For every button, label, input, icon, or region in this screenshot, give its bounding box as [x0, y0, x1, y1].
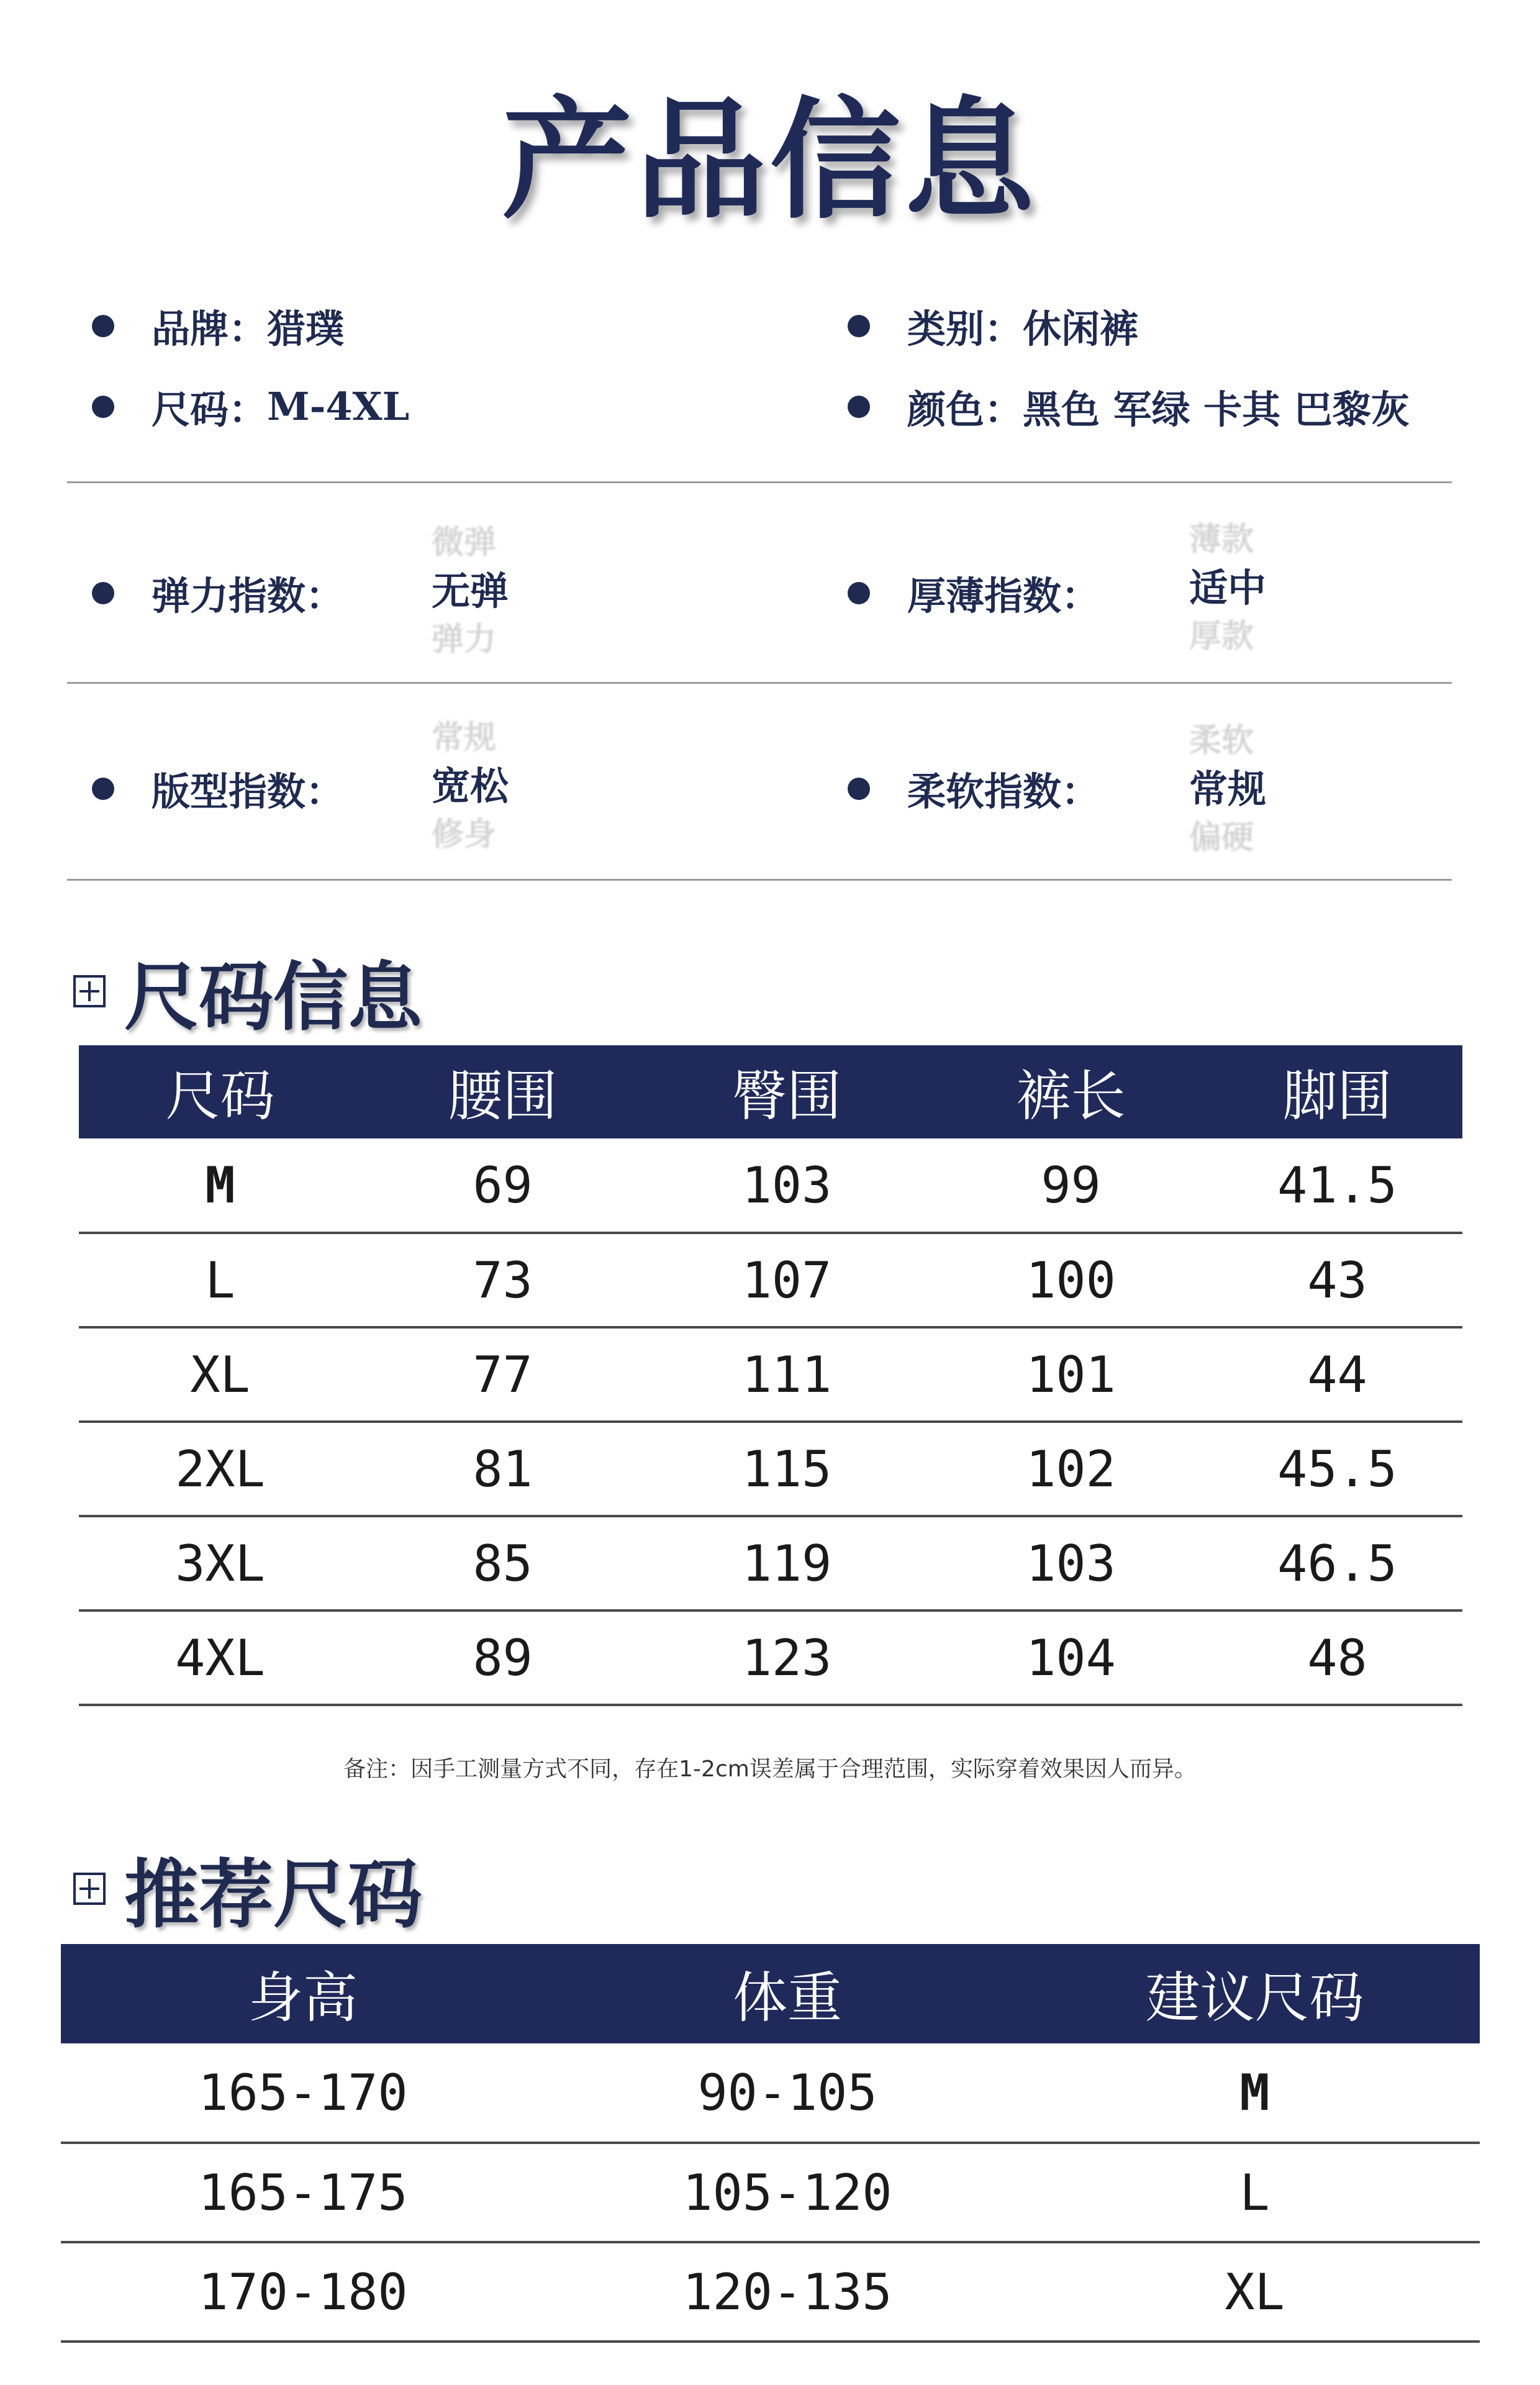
index-elasticity-label — [92, 565, 344, 620]
scale-above: 微弹 — [432, 524, 497, 561]
height-cell: 165-170 — [61, 2043, 545, 2143]
index-fit-scale — [432, 716, 593, 857]
hip-cell: 103 — [644, 1138, 930, 1233]
waist-cell: 85 — [361, 1516, 644, 1610]
index-elasticity-scale — [432, 520, 593, 662]
info-value: M-4XL — [267, 384, 410, 429]
hip-cell: 107 — [644, 1233, 930, 1327]
weight-cell: 90-105 — [545, 2043, 1030, 2143]
measurement-note: 备注：因手工测量方式不同，存在1-2cm误差属于合理范围，实际穿着效果因人而异。 — [343, 1756, 1197, 1782]
length-cell: 101 — [930, 1327, 1212, 1422]
hem-cell: 48 — [1212, 1610, 1462, 1705]
scale-above: 柔软 — [1189, 722, 1254, 760]
index-label-text: 版型指数： — [152, 769, 345, 814]
section-title: 推荐尺码 — [124, 1852, 422, 1938]
bullet-icon — [848, 582, 870, 604]
index-label-text: 弹力指数： — [152, 573, 345, 619]
weight-cell: 120-135 — [545, 2242, 1030, 2342]
size-table — [79, 1045, 1462, 1706]
info-label: 尺码： — [152, 387, 268, 432]
hem-cell: 45.5 — [1212, 1422, 1462, 1516]
height-cell: 165-175 — [61, 2143, 545, 2242]
hip-cell: 111 — [644, 1327, 930, 1422]
size-cell: 3XL — [79, 1516, 361, 1610]
header-cell: 尺码 — [79, 1045, 361, 1138]
waist-cell: 73 — [361, 1233, 644, 1327]
index-softness-label — [848, 761, 1100, 816]
table-row — [79, 1327, 1462, 1422]
table-row — [79, 1138, 1462, 1233]
plus-box-icon — [73, 1873, 106, 1905]
index-thickness-label — [848, 565, 1100, 620]
bullet-icon — [92, 396, 114, 418]
hem-cell: 41.5 — [1212, 1138, 1462, 1233]
table-row — [79, 1516, 1462, 1610]
bullet-icon — [92, 582, 114, 604]
header-cell: 腰围 — [361, 1045, 644, 1138]
weight-cell: 105-120 — [545, 2143, 1030, 2242]
bullet-icon — [848, 778, 870, 800]
length-cell: 99 — [930, 1138, 1212, 1233]
info-value: 黑色 军绿 卡其 巴黎灰 — [1023, 387, 1410, 432]
scale-below: 弹力 — [432, 621, 497, 658]
suggested-size-cell: XL — [1030, 2242, 1480, 2342]
recommend-section-header — [73, 1835, 422, 1942]
index-fit-label — [92, 761, 344, 816]
table-row — [79, 1233, 1462, 1327]
index-softness-scale — [1189, 719, 1351, 860]
scale-value: 适中 — [1189, 565, 1267, 611]
hem-cell: 44 — [1212, 1327, 1462, 1422]
info-value: 休闲裤 — [1023, 306, 1139, 352]
table-row — [61, 2043, 1480, 2143]
hip-cell: 119 — [644, 1516, 930, 1610]
bullet-icon — [92, 778, 114, 800]
waist-cell: 89 — [361, 1610, 644, 1705]
header-cell: 脚围 — [1212, 1045, 1462, 1138]
table-row — [61, 2143, 1480, 2242]
size-cell: 2XL — [79, 1422, 361, 1516]
bullet-icon — [848, 315, 870, 337]
suggested-size-cell: M — [1030, 2043, 1480, 2143]
header-cell: 臀围 — [644, 1045, 930, 1138]
divider — [67, 481, 1452, 483]
table-row — [79, 1610, 1462, 1705]
size-cell: M — [79, 1138, 361, 1233]
hip-cell: 123 — [644, 1610, 930, 1705]
info-label: 品牌： — [152, 306, 268, 352]
scale-value: 常规 — [1189, 766, 1267, 812]
size-cell: XL — [79, 1327, 361, 1422]
waist-cell: 81 — [361, 1422, 644, 1516]
info-brand — [92, 298, 344, 353]
info-label: 类别： — [907, 306, 1023, 352]
bullet-icon — [92, 315, 114, 337]
size-table-header-row — [79, 1045, 1462, 1138]
scale-value: 宽松 — [432, 763, 509, 809]
scale-below: 修身 — [432, 816, 497, 853]
height-cell: 170-180 — [61, 2242, 545, 2342]
scale-above: 常规 — [432, 719, 497, 756]
page-title: 产品信息 — [501, 84, 1038, 237]
hip-cell: 115 — [644, 1422, 930, 1516]
table-row — [79, 1422, 1462, 1516]
section-title: 尺码信息 — [124, 955, 422, 1041]
size-cell: L — [79, 1233, 361, 1327]
index-thickness-scale — [1189, 517, 1351, 659]
info-size — [92, 379, 409, 434]
header-cell: 裤长 — [930, 1045, 1212, 1138]
size-section-header — [73, 938, 422, 1045]
header-cell: 体重 — [545, 1944, 1030, 2043]
recommend-table — [61, 1944, 1480, 2343]
divider — [67, 682, 1452, 684]
waist-cell: 69 — [361, 1138, 644, 1233]
header-cell: 身高 — [61, 1944, 545, 2043]
index-label-text: 柔软指数： — [907, 769, 1100, 814]
size-cell: 4XL — [79, 1610, 361, 1705]
scale-value: 无弹 — [432, 568, 509, 614]
index-label-text: 厚薄指数： — [907, 573, 1100, 619]
hem-cell: 46.5 — [1212, 1516, 1462, 1610]
recommend-table-header-row — [61, 1944, 1480, 2043]
divider — [67, 879, 1452, 881]
table-row — [61, 2242, 1480, 2342]
scale-below: 厚款 — [1189, 618, 1254, 655]
length-cell: 104 — [930, 1610, 1212, 1705]
scale-above: 薄款 — [1189, 521, 1254, 558]
scale-below: 偏硬 — [1189, 819, 1254, 856]
plus-box-icon — [73, 975, 106, 1007]
suggested-size-cell: L — [1030, 2143, 1480, 2242]
info-value: 猎璞 — [267, 306, 345, 352]
length-cell: 102 — [930, 1422, 1212, 1516]
length-cell: 103 — [930, 1516, 1212, 1610]
info-label: 颜色： — [907, 387, 1023, 432]
info-category — [848, 298, 1138, 353]
hem-cell: 43 — [1212, 1233, 1462, 1327]
waist-cell: 77 — [361, 1327, 644, 1422]
bullet-icon — [848, 396, 870, 418]
header-cell: 建议尺码 — [1030, 1944, 1480, 2043]
length-cell: 100 — [930, 1233, 1212, 1327]
info-color — [848, 379, 1410, 434]
